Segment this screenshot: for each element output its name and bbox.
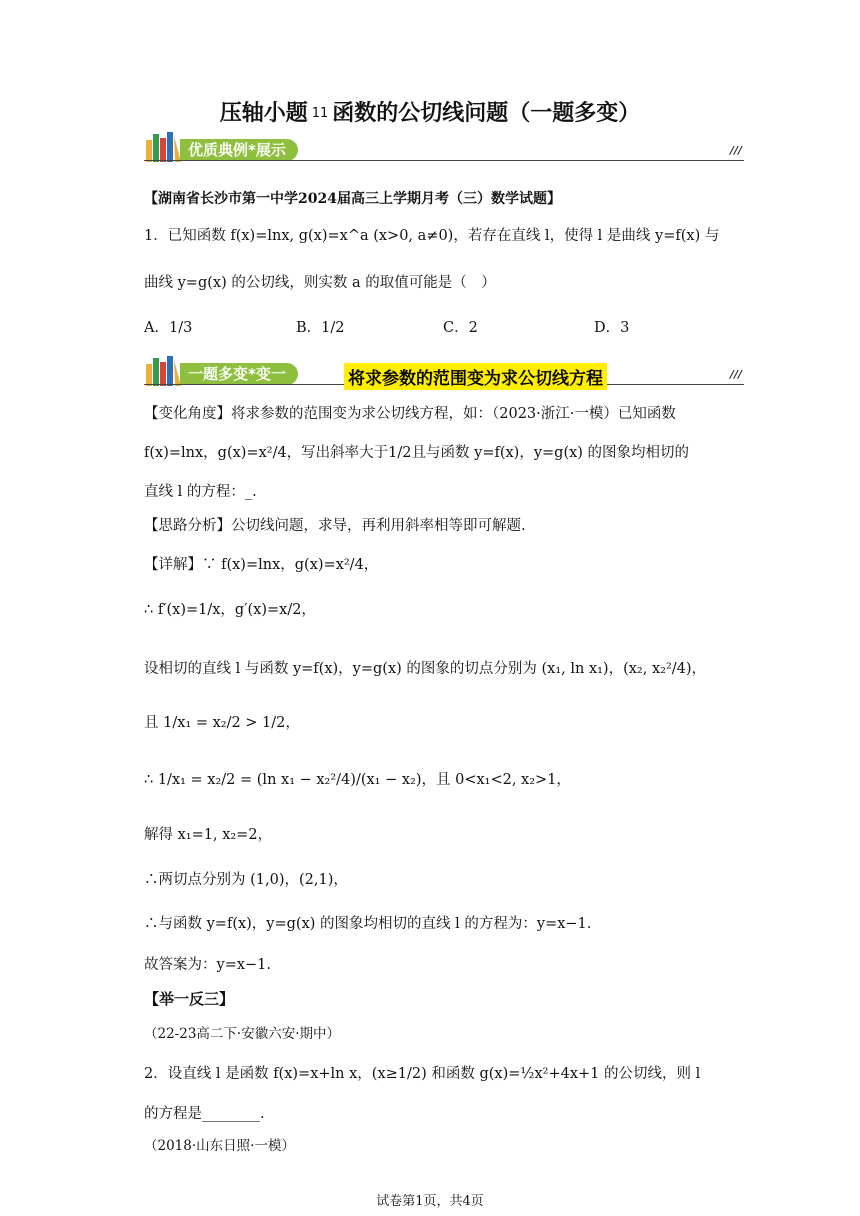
books-icon	[144, 130, 182, 164]
solution-line-4: 且 1/x₁ = x₂/2 > 1/2，	[144, 715, 300, 731]
title-sub: 函数的公切线问题（一题多变）	[332, 101, 641, 126]
idea-line: 【思路分析】公切线问题，求导，再利用斜率相等即可解题.	[144, 518, 526, 534]
question-2-line-1: 2．设直线 l 是函数 f(x)=x+ln x，(x≥1/2) 和函数 g(x)=½x²+4x+1 的公切线，则 l	[144, 1066, 701, 1082]
banner-slashes: ///	[729, 368, 742, 381]
variation-line-2: f(x)=lnx，g(x)=x²/4，写出斜率大于1/2且与函数 y=f(x)，y=g(x) 的图象均相切的	[144, 445, 690, 461]
option-c: C．2	[443, 320, 478, 336]
solution-line-1: 【详解】∵ f(x)=lnx，g(x)=x²/4，	[144, 557, 379, 573]
banner-rule	[144, 160, 744, 161]
question-1-line-1: 1．已知函数 f(x)=lnx, g(x)=x^a (x>0, a≠0)，若存在直线 l，使得 l 是曲线 y=f(x) 与	[144, 228, 720, 244]
variation-line-3: 直线 l 的方程：_.	[144, 484, 257, 500]
solution-line-7: ∴两切点分别为 (1,0)，(2,1)，	[144, 872, 348, 888]
section-heading: 【举一反三】	[144, 990, 235, 1008]
section-banner-example	[144, 130, 744, 164]
solution-line-6: 解得 x₁=1, x₂=2，	[144, 827, 273, 843]
banner-label: 一题多变*变一	[180, 363, 298, 385]
page-footer: 试卷第1页，共4页	[376, 1194, 484, 1209]
banner-label: 优质典例*展示	[180, 139, 298, 161]
source-3: （2018·山东日照·一模）	[144, 1138, 295, 1154]
banner-slashes: ///	[729, 144, 742, 157]
page-title	[0, 96, 860, 127]
source-line: 【湖南省长沙市第一中学2024届高三上学期月考（三）数学试题】	[144, 191, 561, 207]
variant-highlight: 将求参数的范围变为求公切线方程	[344, 363, 607, 390]
title-number: 11	[311, 106, 329, 121]
source-2: （22-23高二下·安徽六安·期中）	[144, 1026, 341, 1042]
solution-line-2: ∴ f′(x)=1/x，g′(x)=x/2，	[144, 602, 316, 618]
title-main: 压轴小题	[219, 101, 308, 126]
solution-line-9: 故答案为：y=x−1.	[144, 957, 272, 973]
variation-line-1: 【变化角度】将求参数的范围变为求公切线方程，如：（2023·浙江·一模）已知函数	[144, 406, 676, 422]
solution-line-8: ∴与函数 y=f(x)，y=g(x) 的图象均相切的直线 l 的方程为：y=x−1.	[144, 916, 592, 932]
option-a: A．1/3	[144, 320, 193, 336]
question-2-line-2: 的方程是________.	[144, 1106, 265, 1122]
books-icon	[144, 354, 182, 388]
solution-line-3: 设相切的直线 l 与函数 y=f(x)，y=g(x) 的图象的切点分别为 (x₁, ln x₁)，(x₂, x₂²/4)，	[144, 661, 707, 677]
solution-line-5: ∴ 1/x₁ = x₂/2 = (ln x₁ − x₂²/4)/(x₁ − x₂)，且 0<x₁<2, x₂>1，	[144, 772, 571, 788]
option-d: D．3	[594, 320, 630, 336]
question-1-line-2: 曲线 y=g(x) 的公切线，则实数 a 的取值可能是（ ）	[144, 275, 496, 291]
option-b: B．1/2	[296, 320, 345, 336]
